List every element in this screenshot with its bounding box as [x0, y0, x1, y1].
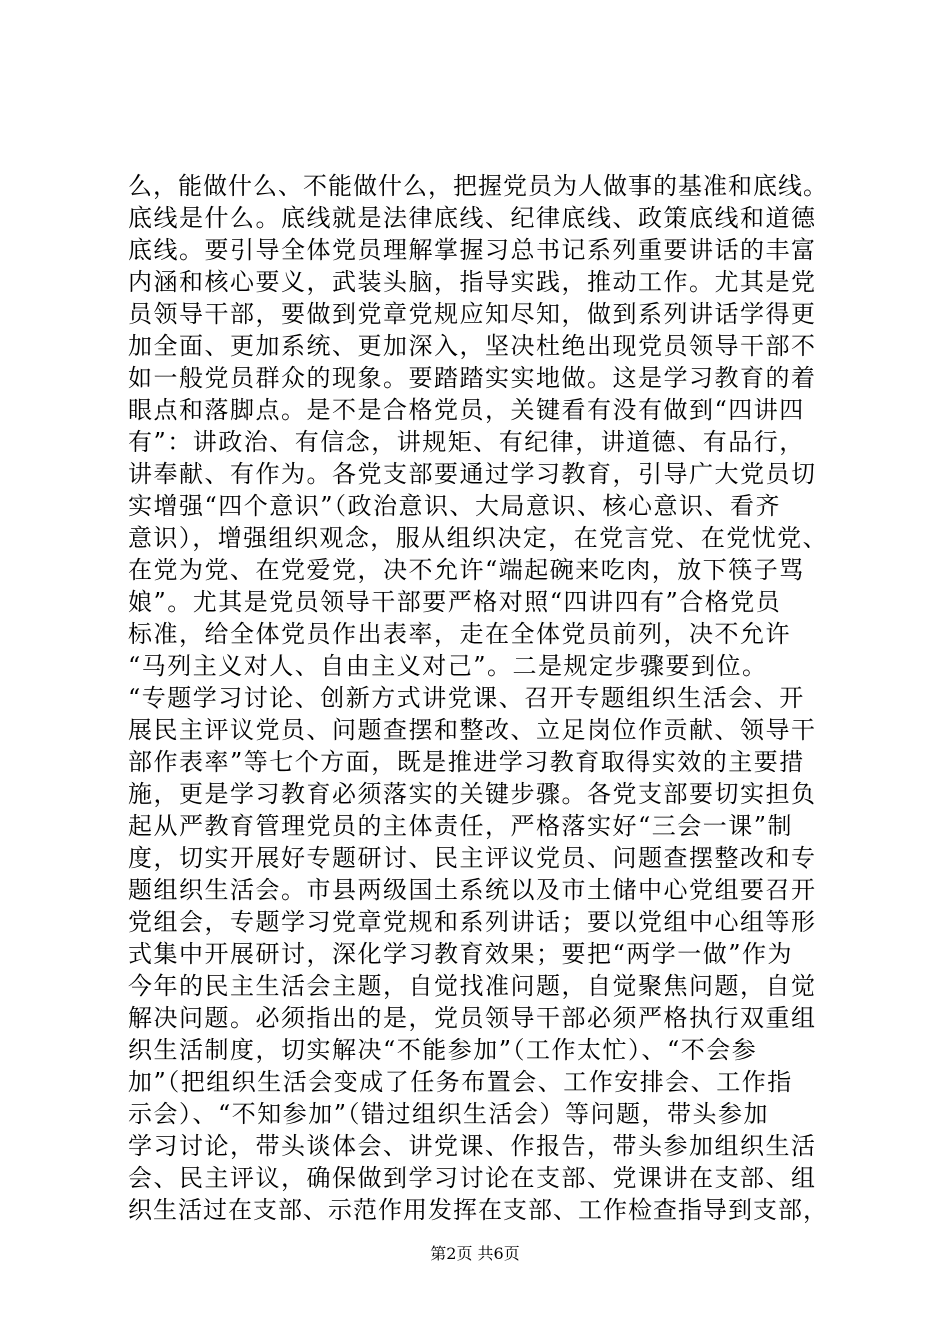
text-line: 度，切实开展好专题研讨、民主评议党员、问题查摆整改和专 [128, 844, 817, 872]
text-line: 解决问题。必须指出的是，党员领导干部必须严格执行双重组 [128, 1004, 817, 1032]
text-line: 底线。要引导全体党员理解掌握习总书记系列重要讲话的丰富 [128, 236, 817, 264]
text-line: 加全面、更加系统、更加深入，坚决杜绝出现党员领导干部不 [128, 332, 817, 360]
text-line: 娘”。尤其是党员领导干部要严格对照“四讲四有”合格党员 [128, 588, 782, 616]
text-line: 展民主评议党员、问题查摆和整改、立足岗位作贡献、领导干 [128, 716, 817, 744]
text-line: 式集中开展研讨，深化学习教育效果；要把“两学一做”作为 [128, 940, 794, 968]
body-text [128, 170, 828, 1226]
text-line: 加”（把组织生活会变成了任务布置会、工作安排会、工作指 [128, 1068, 793, 1096]
text-line: 底线是什么。底线就是法律底线、纪律底线、政策底线和道德 [128, 204, 817, 232]
text-line: 眼点和落脚点。是不是合格党员，关键看有没有做到“四讲四 [128, 396, 805, 424]
text-line: 施，更是学习教育必须落实的关键步骤。各党支部要切实担负 [128, 780, 817, 808]
text-line: 实增强“四个意识”（政治意识、大局意识、核心意识、看齐 [128, 492, 782, 520]
text-line: 织生活过在支部、示范作用发挥在支部、工作检查指导到支部， [128, 1196, 828, 1224]
text-line: “专题学习讨论、创新方式讲党课、召开专题组织生活会、开 [128, 684, 805, 712]
text-line: 如一般党员群众的现象。要踏踏实实地做。这是学习教育的着 [128, 364, 817, 392]
text-line: 意识），增强组织观念，服从组织决定，在党言党、在党忧党、 [128, 524, 828, 552]
text-line: 内涵和核心要义，武装头脑，指导实践，推动工作。尤其是党 [128, 268, 817, 296]
text-line: 起从严教育管理党员的主体责任，严格落实好“三会一课”制 [128, 812, 794, 840]
text-line: 学习讨论，带头谈体会、讲党课、作报告，带头参加组织生活 [128, 1132, 817, 1160]
text-line: 今年的民主生活会主题，自觉找准问题，自觉聚焦问题，自觉 [128, 972, 817, 1000]
text-line: 党组会，专题学习党章党规和系列讲话；要以党组中心组等形 [128, 908, 817, 936]
text-line: 织生活制度，切实解决“不能参加”（工作太忙）、“不会参 [128, 1036, 758, 1064]
text-line: “马列主义对人、自由主义对己”。二是规定步骤要到位。 [128, 652, 768, 680]
text-line: 示会）、“不知参加”（错过组织生活会）等问题，带头参加 [128, 1100, 770, 1128]
page-number-footer: 第2页 共6页 [430, 1244, 520, 1263]
text-line: 员领导干部，要做到党章党规应知尽知，做到系列讲话学得更 [128, 300, 817, 328]
text-line: 标准，给全体党员作出表率，走在全体党员前列，决不允许 [128, 620, 791, 648]
text-line: 么，能做什么、不能做什么，把握党员为人做事的基准和底线。 [128, 172, 828, 200]
text-line: 在党为党、在党爱党，决不允许“端起碗来吃肉，放下筷子骂 [128, 556, 805, 584]
text-line: 部作表率”等七个方面，既是推进学习教育取得实效的主要措 [128, 748, 805, 776]
text-line: 会、民主评议，确保做到学习讨论在支部、党课讲在支部、组 [128, 1164, 817, 1192]
text-line: 有”：讲政治、有信念，讲规矩、有纪律，讲道德、有品行， [128, 428, 805, 456]
text-line: 讲奉献、有作为。各党支部要通过学习教育，引导广大党员切 [128, 460, 817, 488]
text-line: 题组织生活会。市县两级国土系统以及市土储中心党组要召开 [128, 876, 817, 904]
